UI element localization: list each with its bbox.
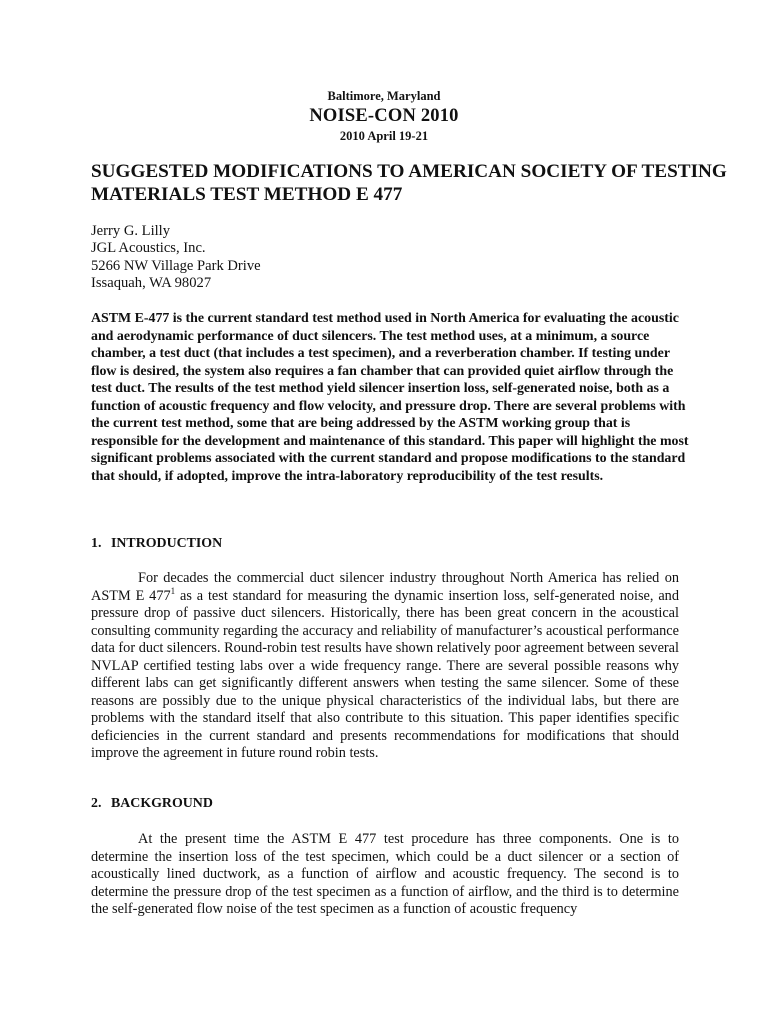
introduction-text-start: For decades the commercial duct silencer industry throughout North America has relied on ASTM E 477: [91, 570, 679, 604]
background-paragraph: At the present time the ASTM E 477 test procedure has three components. One is to determine the insertion loss of the test specimen, which could be a duct silencer or a section of acoustically lined ductwork, as a function of airflow and acoustic frequency. The second is to determine the pressure drop of the test specimen as a function of airflow, and the third is to determine the self-generated flow noise of the test specimen as a function of acoustic frequency: [91, 831, 679, 918]
author-city: Issaquah, WA 98027: [91, 275, 212, 292]
section-heading-background: [91, 796, 213, 812]
section-heading-introduction: [91, 536, 222, 552]
conference-name: NOISE-CON 2010: [309, 106, 459, 126]
section-title: BACKGROUND: [111, 796, 213, 811]
introduction-text-rest: as a test standard for measuring the dynamic insertion loss, self-generated noise, and pressure drop of passive duct silencers. Historically, there has been great concern in the acoustical consulting community regarding the accuracy and reliability of manufacturer’s acoustical performance data for duct silencers. Round-robin test results have shown relatively poor agreement between several NVLAP certified testing labs over a wide frequency range. There are several possible reasons why different labs can get significantly different answers when testing the same silencer. Some of these reasons are possibly due to the unique physical characteristics of the individual labs, but there are problems with the standard itself that also contribute to this situation. This paper identifies specific deficiencies in the current standard and presents recommendations for modifications that should improve the agreement in future round robin tests.: [91, 587, 679, 762]
introduction-paragraph: [91, 570, 679, 763]
author-name: Jerry G. Lilly: [91, 223, 171, 239]
section-number: 1.: [91, 536, 102, 551]
author-company: JGL Acoustics, Inc.: [91, 240, 206, 257]
abstract: ASTM E-477 is the current standard test method used in North America for evaluating the acoustic and aerodynamic performance of duct silencers. The test method uses, at a minimum, a source chamber, a test duct (that includes a test specimen), and a reverberation chamber. If testing under flow is desired, the system also requires a fan chamber that can provided quiet airflow through the test duct. The results of the test method yield silencer insertion loss, self-generated noise, both as a function of acoustic frequency and flow velocity, and pressure drop. There are several problems with the current test method, some that are being addressed by the ASTM working group that is responsible for the development and maintenance of this standard. This paper will highlight the most significant problems associated with the current standard and propose modifications to the standard that should, if adopted, improve the intra-laboratory reproducibility of the test results.: [91, 311, 689, 484]
author-block: [91, 223, 731, 293]
author-street: 5266 NW Village Park Drive: [91, 257, 261, 274]
footnote-ref: 1: [170, 585, 176, 596]
conference-venue: Baltimore, Maryland: [327, 89, 441, 103]
conference-dates: 2010 April 19-21: [339, 129, 429, 143]
paper-title: SUGGESTED MODIFICATIONS TO AMERICAN SOCIETY OF TESTING MATERIALS TEST METHOD E 477: [91, 161, 727, 205]
section-title: INTRODUCTION: [111, 536, 223, 551]
section-number: 2.: [91, 796, 102, 811]
